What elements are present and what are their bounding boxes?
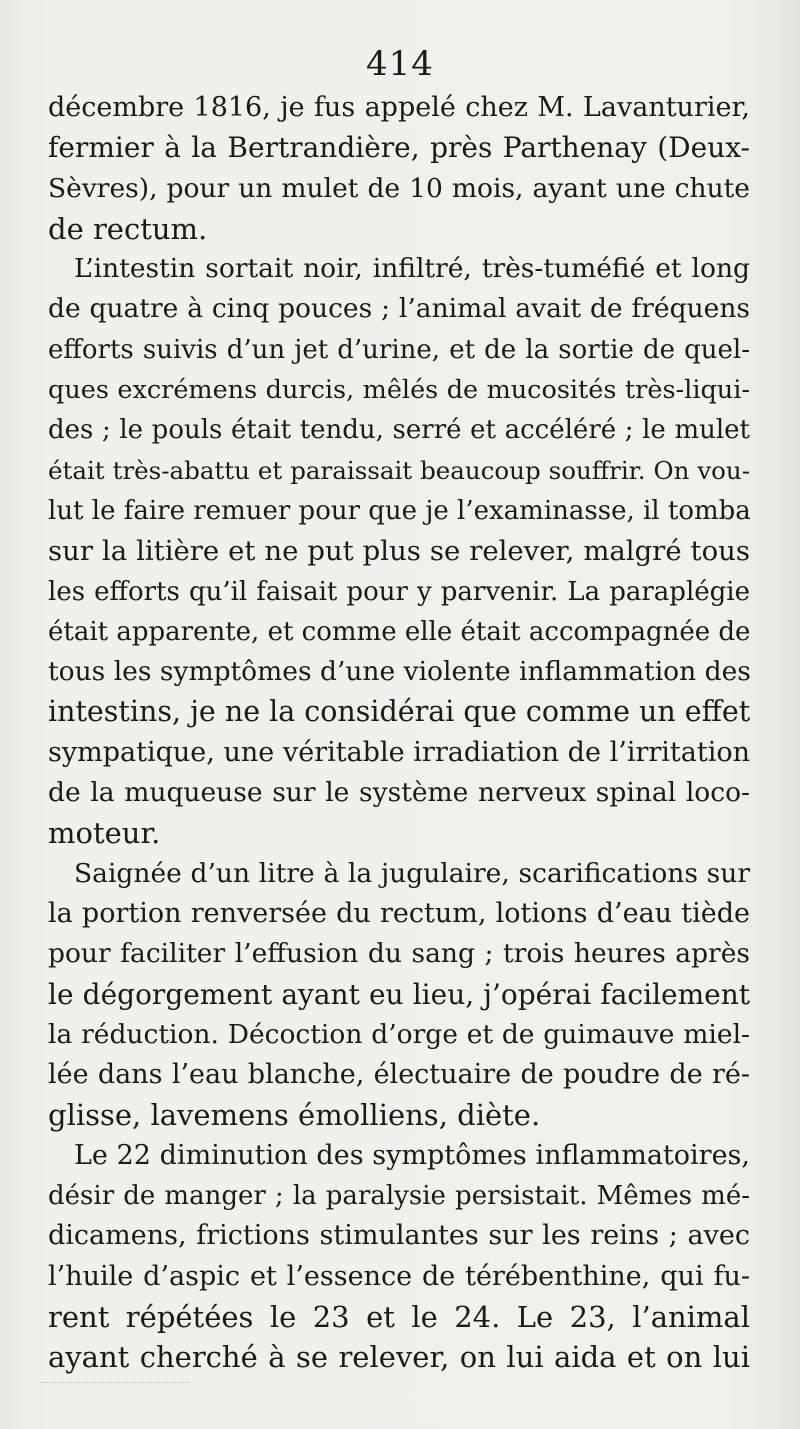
text-line: désir de manger ; la paralysie persistait. Mêmes mé- — [48, 1181, 750, 1212]
text-line: le dégorgement ayant eu lieu, j’opérai facilement — [48, 977, 750, 1011]
text-line: décembre 1816, je fus appelé chez M. Lavanturier, — [48, 92, 750, 123]
text-line: lut le faire remuer pour que je l’examinasse, il tomba — [48, 495, 751, 526]
text-line: l’huile d’aspic et l’essence de térébenthine, qui fu- — [48, 1260, 750, 1292]
text-line: sur la litière et ne put plus se relever, malgré tous — [48, 535, 750, 568]
text-line: L’intestin sortait noir, infiltré, très-tuméfié et long — [74, 253, 750, 285]
text-line: les efforts qu’il faisait pour y parvenir. La paraplégie — [48, 576, 750, 607]
text-line: moteur. — [48, 816, 161, 851]
text-line: dicamens, frictions stimulantes sur les reins ; avec — [48, 1220, 750, 1252]
page-number: 414 — [366, 44, 434, 84]
text-line: était très-abattu et paraissait beaucoup souffrir. On vou- — [48, 455, 750, 485]
text-line: glisse, lavemens émolliens, diète. — [48, 1098, 541, 1133]
text-line: rent répétées le 23 et le 24. Le 23, l’animal — [48, 1299, 750, 1334]
text-line: de quatre à cinq pouces ; l’animal avait de fréquens — [48, 293, 750, 325]
text-line: la réduction. Décoction d’orge et de guimauve miel- — [48, 1018, 750, 1050]
text-line: intestins, je ne la considérai que comme un effet — [48, 695, 751, 729]
text-line: était apparente, et comme elle était accompagnée de — [48, 616, 751, 647]
text-line: de la muqueuse sur le système nerveux spinal loco- — [48, 777, 750, 809]
text-line: des ; le pouls était tendu, serré et accéléré ; le mulet — [48, 415, 750, 446]
text-line: ques excrémens durcis, mêlés de mucosités très-liqui- — [48, 375, 750, 406]
text-line: fermier à la Bertrandière, près Parthenay (Deux- — [48, 131, 750, 165]
text-line: efforts suivis d’un jet d’urine, et de la sortie de quel- — [48, 334, 750, 365]
body-text — [48, 88, 750, 1378]
text-line: ayant cherché à se relever, on lui aida et on lui — [48, 1340, 750, 1375]
text-line: la portion renversée du rectum, lotions d’eau tiède — [48, 897, 750, 929]
text-line: tous les symptômes d’une violente inflammation des — [48, 656, 751, 688]
bottom-rule — [40, 1382, 190, 1383]
text-line: pour faciliter l’effusion du sang ; trois heures après — [48, 938, 750, 970]
text-line: sympatique, une véritable irradiation de l’irritation — [48, 736, 750, 768]
text-line: lée dans l’eau blanche, électuaire de poudre de ré- — [48, 1059, 750, 1091]
text-line: de rectum. — [48, 211, 208, 246]
text-line: Le 22 diminution des symptômes inflammatoires, — [74, 1139, 750, 1171]
text-line: Sèvres), pour un mulet de 10 mois, ayant une chute — [48, 172, 750, 204]
text-line: Saignée d’un litre à la jugulaire, scarifications sur — [74, 857, 750, 889]
